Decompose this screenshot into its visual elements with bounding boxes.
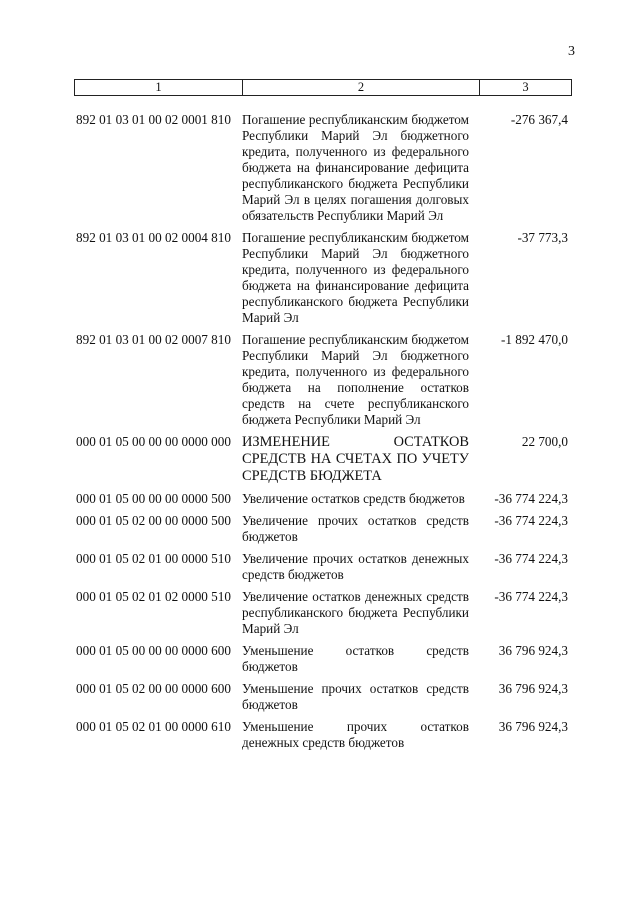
budget-sources-table: [74, 79, 572, 757]
table-row: [74, 513, 572, 545]
row-name: Увеличение прочих остатков денежных средств бюджетов: [242, 551, 469, 582]
table-row: [74, 681, 572, 713]
row-code: 892 01 03 01 00 02 0007 810: [76, 332, 231, 347]
column-header-amount: 3: [522, 80, 529, 94]
row-code: 892 01 03 01 00 02 0004 810: [76, 230, 231, 245]
row-code: 892 01 03 01 00 02 0001 810: [76, 112, 231, 127]
table-row: [74, 230, 572, 326]
row-name: Увеличение остатков денежных средств республиканского бюджета Республики Марий Эл: [242, 589, 469, 636]
row-amount: -276 367,4: [510, 112, 568, 127]
row-code: 000 01 05 02 01 02 0000 510: [76, 589, 231, 604]
row-code: 000 01 05 00 00 00 0000 600: [76, 643, 231, 658]
row-amount: -36 774 224,3: [494, 589, 568, 604]
row-amount: 36 796 924,3: [498, 643, 568, 658]
column-header-code: 1: [75, 80, 243, 95]
row-name: Погашение республиканским бюджетом Республики Марий Эл бюджетного кредита, полученного из федерального бюджета на финансирование дефицита республиканского бюджета Республики Марий Эл в целях погашения долговых обязательств Республики Марий Эл: [242, 112, 469, 223]
row-amount: 36 796 924,3: [498, 681, 568, 696]
row-code: 000 01 05 02 01 00 0000 610: [76, 719, 231, 734]
row-amount: -37 773,3: [517, 230, 568, 245]
row-name: Погашение республиканским бюджетом Республики Марий Эл бюджетного кредита, полученного из федерального бюджета на пополнение остатков средств на счете республиканского бюджета Республики Марий Эл: [242, 332, 469, 427]
table-row: [74, 332, 572, 428]
row-name: Увеличение прочих остатков средств бюджетов: [242, 513, 469, 544]
row-name: Увеличение остатков средств бюджетов: [242, 491, 465, 506]
table-row: [74, 719, 572, 751]
table-row: [74, 491, 572, 507]
table-body: [74, 112, 572, 751]
row-amount: 22 700,0: [521, 434, 568, 449]
row-code: 000 01 05 00 00 00 0000 000: [76, 434, 231, 449]
row-code: 000 01 05 02 01 00 0000 510: [76, 551, 231, 566]
row-name: ИЗМЕНЕНИЕ ОСТАТКОВ СРЕДСТВ НА СЧЕТАХ ПО УЧЕТУ СРЕДСТВ БЮДЖЕТА: [242, 434, 469, 484]
row-code: 000 01 05 02 00 00 0000 600: [76, 681, 231, 696]
column-header-name: 2: [243, 80, 480, 95]
row-code: 000 01 05 02 00 00 0000 500: [76, 513, 231, 528]
row-amount: -36 774 224,3: [494, 513, 568, 528]
table-header: [74, 79, 572, 96]
row-name: Погашение республиканским бюджетом Республики Марий Эл бюджетного кредита, полученного из федерального бюджета на финансирование дефицита республиканского бюджета Республики Марий Эл: [242, 230, 469, 325]
row-amount: -36 774 224,3: [494, 551, 568, 566]
page-number: 3: [568, 44, 575, 59]
table-row: [74, 589, 572, 637]
table-row-section-total: [74, 434, 572, 485]
row-amount: -1 892 470,0: [500, 332, 568, 347]
row-amount: -36 774 224,3: [494, 491, 568, 506]
row-name: Уменьшение прочих остатков средств бюджетов: [242, 681, 469, 712]
table-row: [74, 112, 572, 224]
row-name: Уменьшение прочих остатков денежных средств бюджетов: [242, 719, 469, 750]
row-code: 000 01 05 00 00 00 0000 500: [76, 491, 231, 506]
table-row: [74, 551, 572, 583]
row-name: Уменьшение остатков средств бюджетов: [242, 643, 469, 674]
table-row: [74, 643, 572, 675]
row-amount: 36 796 924,3: [498, 719, 568, 734]
